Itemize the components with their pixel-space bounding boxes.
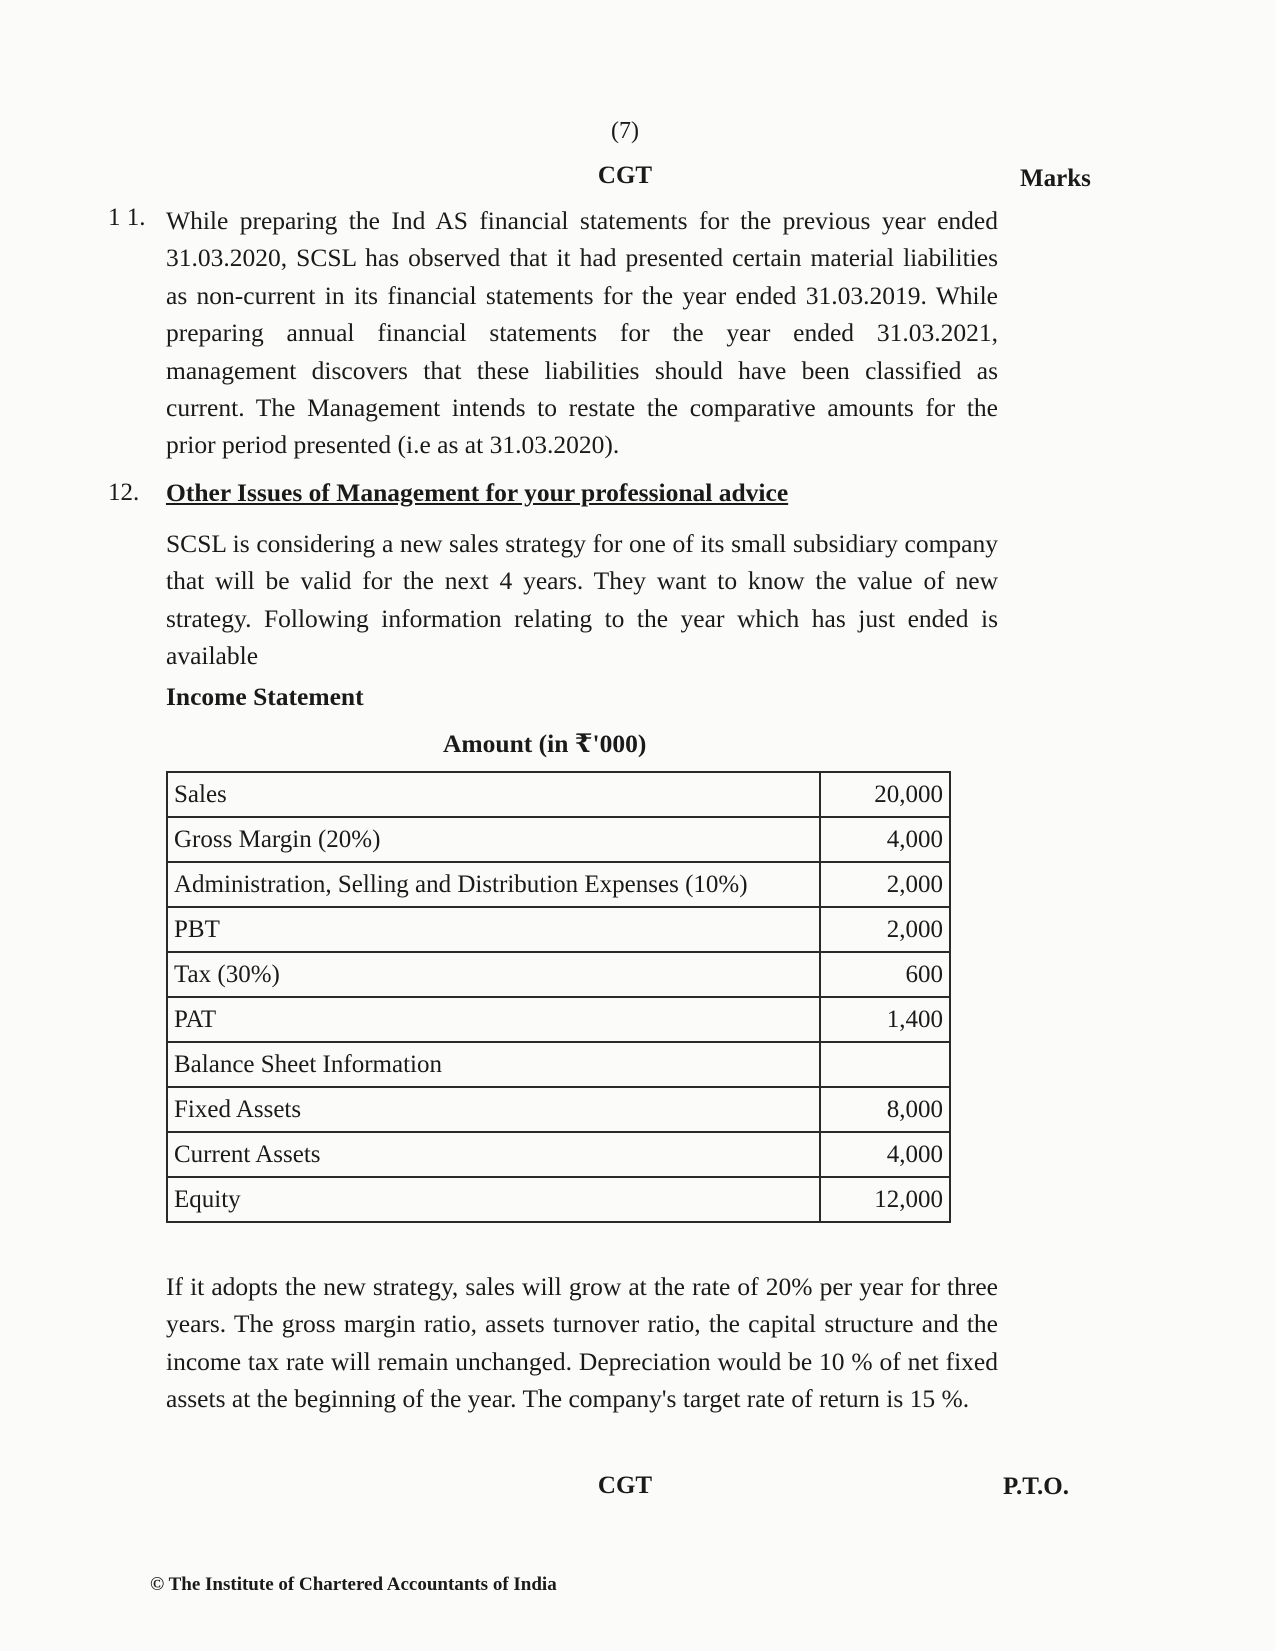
row-value (820, 1042, 950, 1087)
row-value: 8,000 (820, 1087, 950, 1132)
pto-label: P.T.O. (1003, 1473, 1069, 1500)
question-11-number: 1 1. (108, 204, 146, 231)
question-12-intro: SCSL is considering a new sales strategy for one of its small subsidiary company that will be valid for the next 4 years. They want to know the value of new strategy. Following information relating to the year which has just ended is available (166, 529, 998, 671)
row-label: Equity (167, 1177, 820, 1222)
row-value: 1,400 (820, 997, 950, 1042)
table-row (167, 862, 950, 907)
row-value: 600 (820, 952, 950, 997)
row-label: Fixed Assets (167, 1087, 820, 1132)
header-paper-code: CGT (597, 162, 653, 189)
table-row (167, 817, 950, 862)
row-value: 2,000 (820, 907, 950, 952)
table-row (167, 997, 950, 1042)
question-12-heading: Other Issues of Management for your professional advice (166, 478, 789, 507)
question-11-text: While preparing the Ind AS financial statements for the previous year ended 31.03.2020, SCSL has observed that it had presented certain material liabilities as non-current in its financial statements for the year ended 31.03.2019. While preparing annual financial statements for the year ended 31.03.2021, management discovers that these liabilities should have been classified as current. The Management intends to restate the comparative amounts for the prior period presented (i.e as at 31.03.2020). (166, 206, 998, 460)
row-label: Gross Margin (20%) (167, 817, 820, 862)
row-value: 4,000 (820, 1132, 950, 1177)
row-value: 4,000 (820, 817, 950, 862)
row-value: 20,000 (820, 772, 950, 817)
row-label: Sales (167, 772, 820, 817)
table-row (167, 1177, 950, 1222)
table-row (167, 1087, 950, 1132)
page-number: (7) (611, 118, 639, 144)
row-value: 12,000 (820, 1177, 950, 1222)
marks-column-label: Marks (1020, 165, 1091, 192)
row-label: Administration, Selling and Distribution Expenses (10%) (167, 862, 820, 907)
table-row (167, 952, 950, 997)
row-label: PAT (167, 997, 820, 1042)
row-label: PBT (167, 907, 820, 952)
row-value: 2,000 (820, 862, 950, 907)
income-statement-table (166, 771, 951, 1223)
amount-caption: Amount (in ₹'000) (443, 729, 647, 758)
income-statement-title: Income Statement (166, 682, 364, 711)
row-label: Tax (30%) (167, 952, 820, 997)
copyright-notice: © The Institute of Chartered Accountants of India (150, 1574, 557, 1595)
table-row (167, 1132, 950, 1177)
row-label: Balance Sheet Information (167, 1042, 820, 1087)
question-12-number: 12. (108, 479, 140, 506)
question-12-closing: If it adopts the new strategy, sales will grow at the rate of 20% per year for three years. The gross margin ratio, assets turnover ratio, the capital structure and the income tax rate will remain unchanged. Depreciation would be 10 % of net fixed assets at the beginning of the year. The company's target rate of return is 15 %. (166, 1272, 998, 1414)
table-row (167, 772, 950, 817)
row-label: Current Assets (167, 1132, 820, 1177)
footer-paper-code: CGT (597, 1472, 653, 1499)
table-row (167, 1042, 950, 1087)
table-row (167, 907, 950, 952)
